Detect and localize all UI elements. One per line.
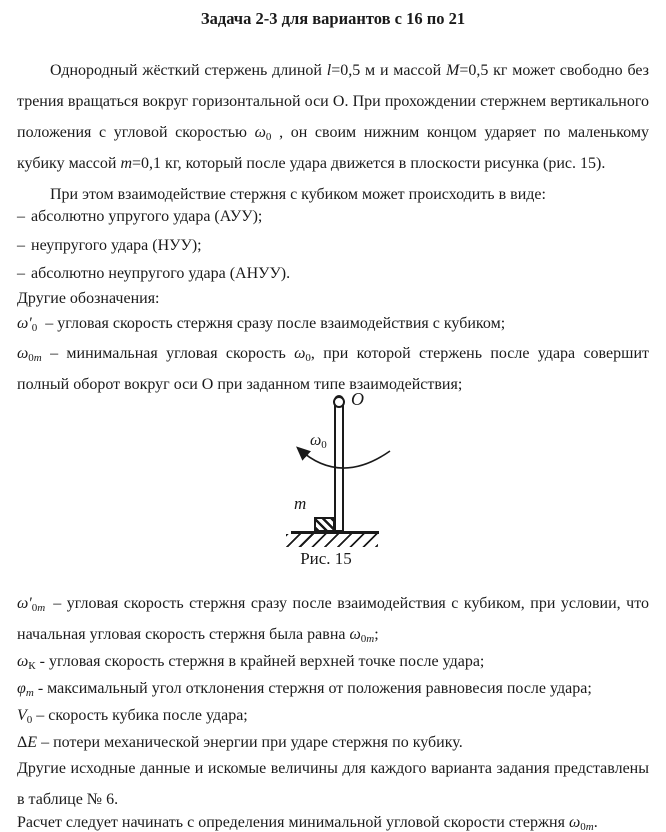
omega0-label: $\omega_0$ bbox=[310, 432, 327, 451]
list-item-text: абсолютно неупругого удара (АНУУ). bbox=[31, 265, 291, 282]
problem-title: Задача 2-3 для вариантов с 16 по 21 bbox=[200, 9, 466, 28]
notation-v0: $V_0$ – скорость кубика после удара; bbox=[17, 707, 248, 726]
list-item-text: неупругого удара (НУУ); bbox=[31, 237, 202, 254]
notation-delta-e: ΔE – потери механической энергии при ударе стержня по кубику. bbox=[17, 734, 463, 751]
notation-phi-m: $\varphi_m$ - максимальный угол отклонения стержня от положения равновесия после удара; bbox=[17, 680, 592, 699]
ground-hatching bbox=[286, 534, 378, 547]
notation-omega0m: $\omega_{0m}$ – минимальная угловая скорость $\omega_0$, при которой стержень после удара совершит полный оборот вокруг оси О при заданном типе взаимодействия; bbox=[17, 345, 649, 393]
cube-mass-label: m bbox=[294, 494, 307, 513]
list-dash: – bbox=[17, 265, 25, 282]
table-reference-paragraph: Другие исходные данные и искомые величины для каждого варианта задания представлены в таблице № 6. bbox=[17, 760, 649, 808]
cube bbox=[314, 517, 335, 532]
notation-omega0m-prime: $\omega'_{0m}$ – угловая скорость стержня сразу после взаимодействия с кубиком, при условии, что начальная угловая скорость стержня была равна $\omega_{0m}$; bbox=[17, 595, 649, 645]
list-item-text: абсолютно упругого удара (АУУ); bbox=[31, 208, 263, 225]
list-item-inelastic bbox=[17, 230, 649, 261]
notation-intro: Другие обозначения: bbox=[17, 290, 160, 307]
pivot-label: O bbox=[351, 389, 364, 409]
figure-caption: Рис. 15 bbox=[300, 549, 352, 568]
calculation-note-paragraph: Расчет следует начинать с определения минимальной угловой скорости стержня $\omega_{0m}$. bbox=[17, 814, 598, 832]
notation-omega0-prime: $\omega'_0$ – угловая скорость стержня сразу после взаимодействия с кубиком; bbox=[17, 315, 506, 334]
list-dash: – bbox=[17, 208, 25, 225]
figure-rod-and-cube bbox=[0, 388, 666, 570]
rotation-arc bbox=[292, 438, 394, 474]
notation-omega-k: $\omega_К$ - угловая скорость стержня в крайней верхней точке после удара; bbox=[17, 653, 485, 672]
list-item-elastic bbox=[17, 201, 649, 232]
arc-path bbox=[299, 449, 390, 468]
intro-paragraph: Однородный жёсткий стержень длиной l=0,5 м и массой M=0,5 кг может свободно без трения вращаться вокруг горизонтальной оси О. При прохождении стержнем вертикального положения с угловой скоростью $\omega_0$ , он своим нижним концом ударяет по маленькому кубику массой m=0,1 кг, который после удара движется в плоскости рисунка (рис. 15). bbox=[17, 62, 649, 172]
list-dash: – bbox=[17, 237, 25, 254]
pivot-circle bbox=[333, 396, 345, 408]
interaction-types-intro: При этом взаимодействие стержня с кубиком может происходить в виде: bbox=[50, 186, 546, 203]
